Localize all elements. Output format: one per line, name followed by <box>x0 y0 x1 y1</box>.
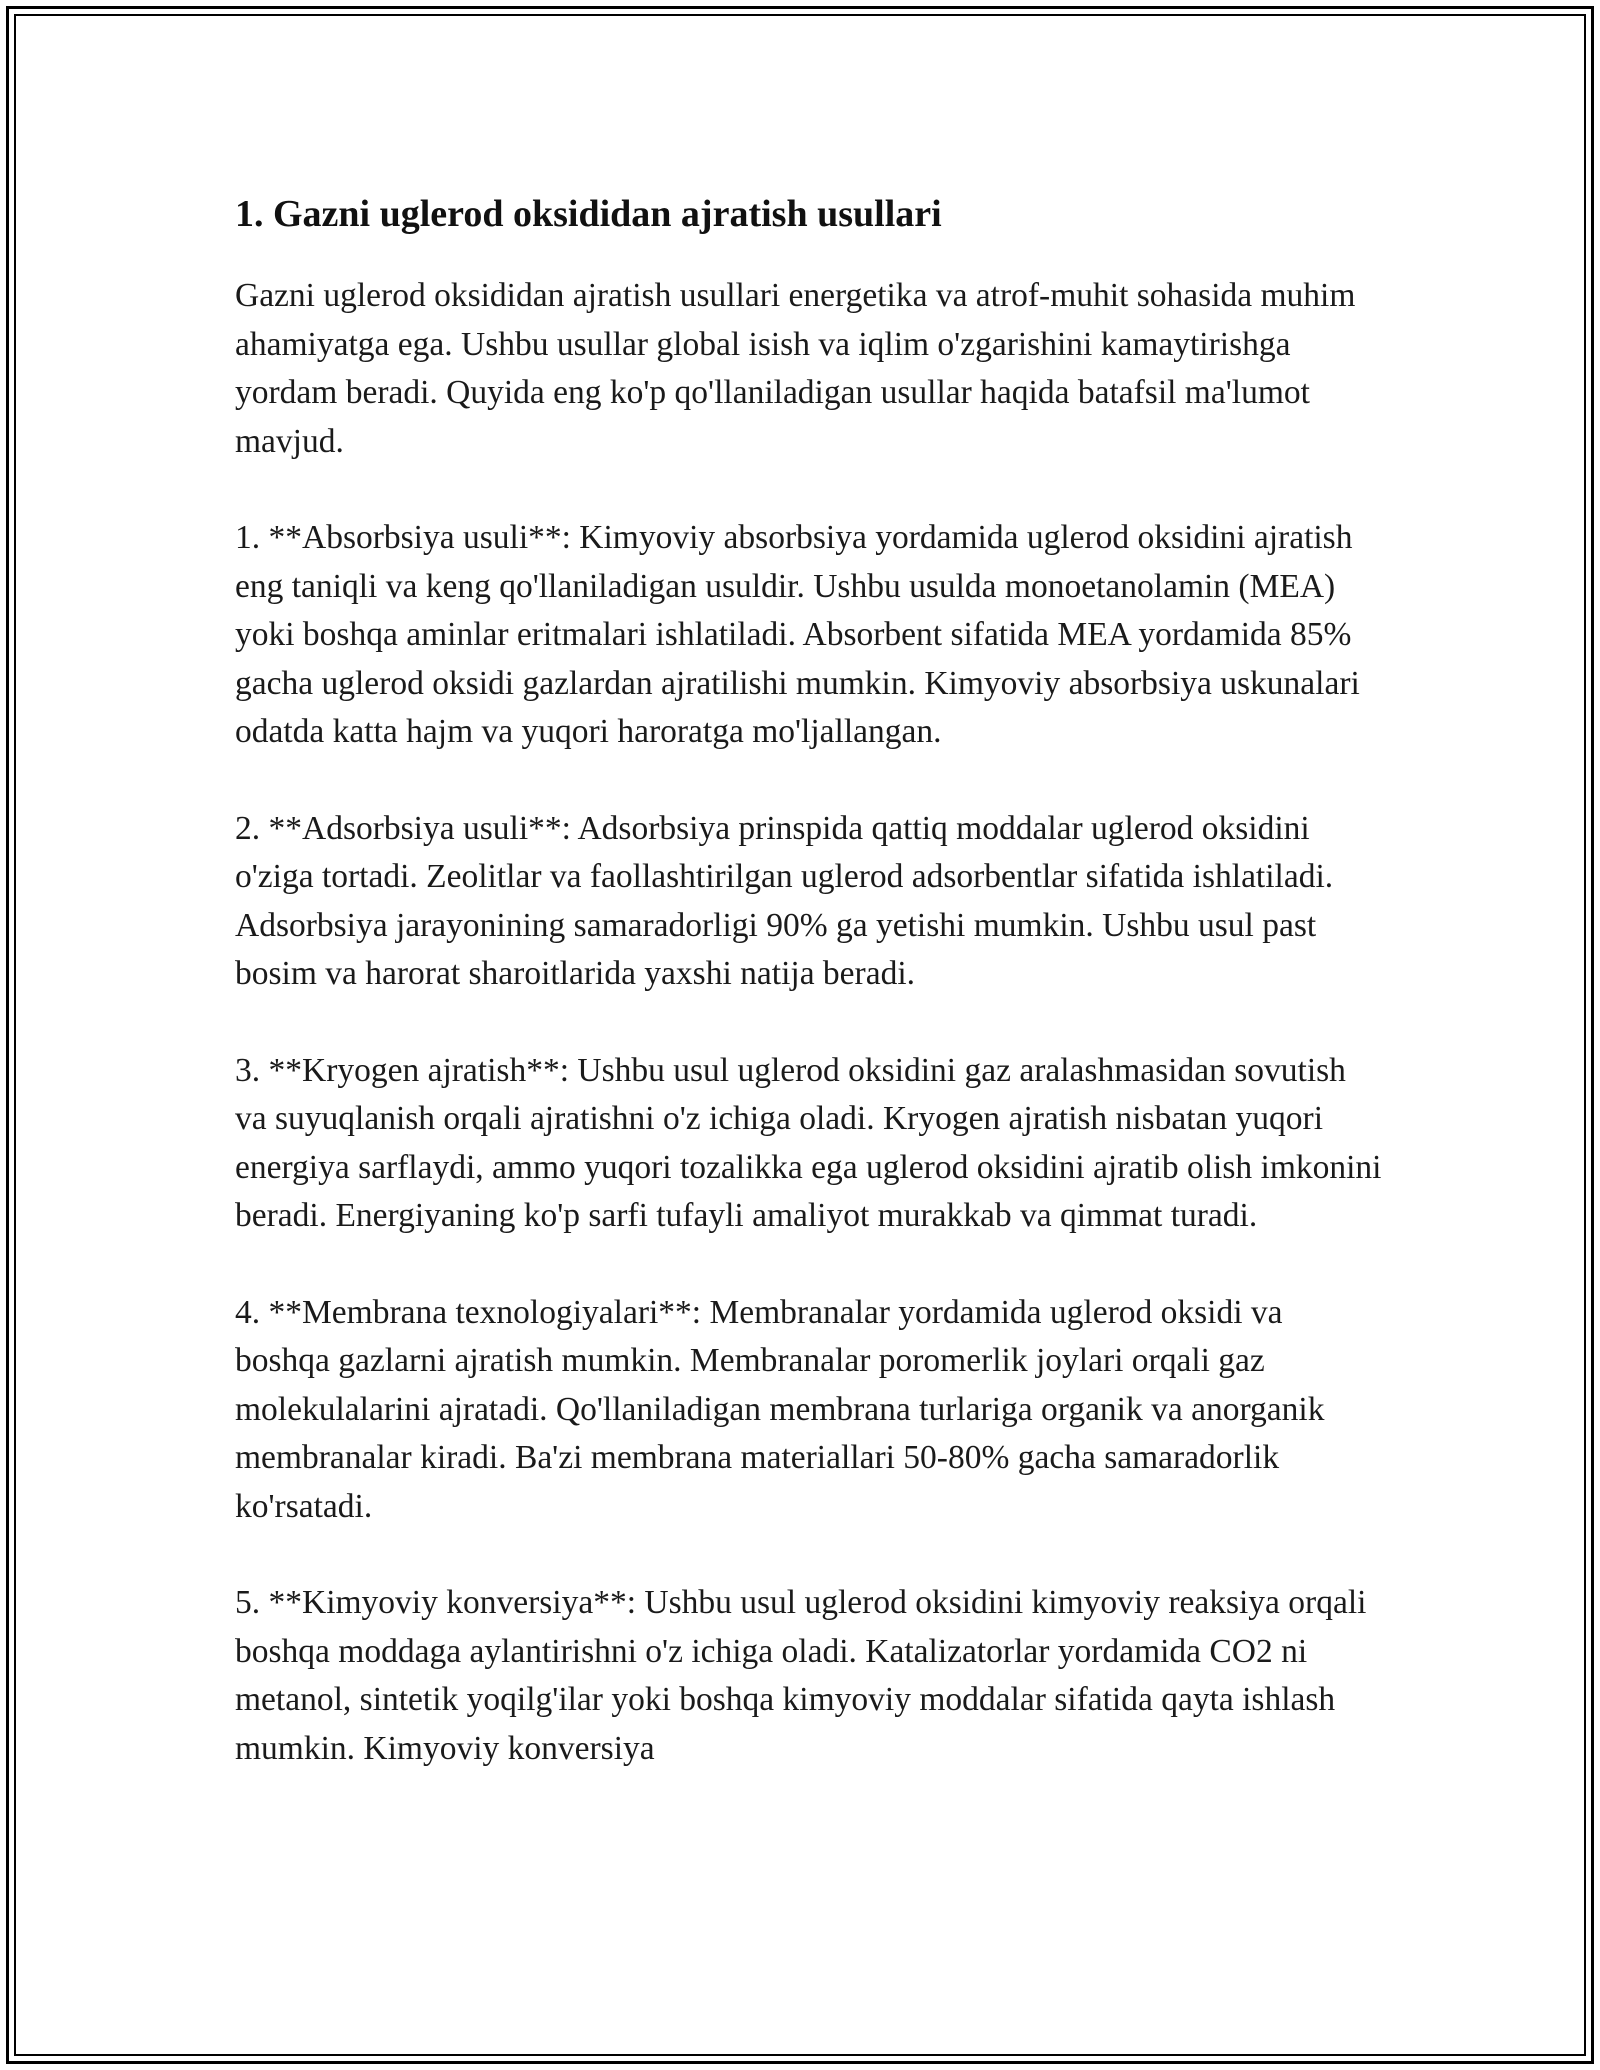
method-membrana-paragraph: 4. **Membrana texnologiyalari**: Membranalar yordamida uglerod oksidi va boshqa gazlarni ajratish mumkin. Membranalar poromerlik joylari orqali gaz molekulalarini ajratadi. Qo'llaniladigan membrana turlariga organik va anorganik membranalar kiradi. Ba'zi membrana materiallari 50-80% gacha samaradorlik ko'rsatadi. <box>235 1293 1325 1525</box>
method-adsorbsiya-paragraph: 2. **Adsorbsiya usuli**: Adsorbsiya prinspida qattiq moddalar uglerod oksidini o'ziga tortadi. Zeolitlar va faollashtirilgan uglerod adsorbentlar sifatida ishlatiladi. Adsorbsiya jarayonining samaradorligi 90% ga yetishi mumkin. Ushbu usul past bosim va harorat sharoitlarida yaxshi natija beradi. <box>235 809 1334 992</box>
method-absorbsiya-paragraph: 1. **Absorbsiya usuli**: Kimyoviy absorbsiya yordamida uglerod oksidini ajratish eng taniqli va keng qo'llaniladigan usuldir. Ushbu usulda monoetanolamin (MEA) yoki boshqa aminlar eritmalari ishlatiladi. Absorbent sifatida MEA yordamida 85% gacha uglerod oksidi gazlardan ajratilishi mumkin. Kimyoviy absorbsiya uskunalari odatda katta hajm va yuqori haroratga mo'ljallangan. <box>235 519 1360 750</box>
document-body <box>235 188 1385 1821</box>
method-kimyoviy-konversiya-paragraph: 5. **Kimyoviy konversiya**: Ushbu usul uglerod oksidini kimyoviy reaksiya orqali boshqa moddaga aylantirishni o'z ichiga oladi. Katalizatorlar yordamida CO2 ni metanol, sintetik yoqilg'ilar yoki boshqa kimyoviy moddalar sifatida qayta ishlash mumkin. Kimyoviy konversiya <box>235 1584 1367 1767</box>
method-kryogen-paragraph: 3. **Kryogen ajratish**: Ushbu usul uglerod oksidini gaz aralashmasidan sovutish va suyuqlanish orqali ajratishni o'z ichiga oladi. Kryogen ajratish nisbatan yuqori energiya sarflaydi, ammo yuqori tozalikka ega uglerod oksidini ajratib olish imkonini beradi. Energiyaning ko'p sarfi tufayli amaliyot murakkab va qimmat turadi. <box>235 1051 1382 1234</box>
document-title: 1. Gazni uglerod oksididan ajratish usullari <box>235 193 942 235</box>
intro-paragraph: Gazni uglerod oksididan ajratish usullari energetika va atrof-muhit sohasida muhim ahamiyatga ega. Ushbu usullar global isish va iqlim o'zgarishini kamaytirishga yordam beradi. Quyida eng ko'p qo'llaniladigan usullar haqida batafsil ma'lumot mavjud. <box>235 277 1356 460</box>
